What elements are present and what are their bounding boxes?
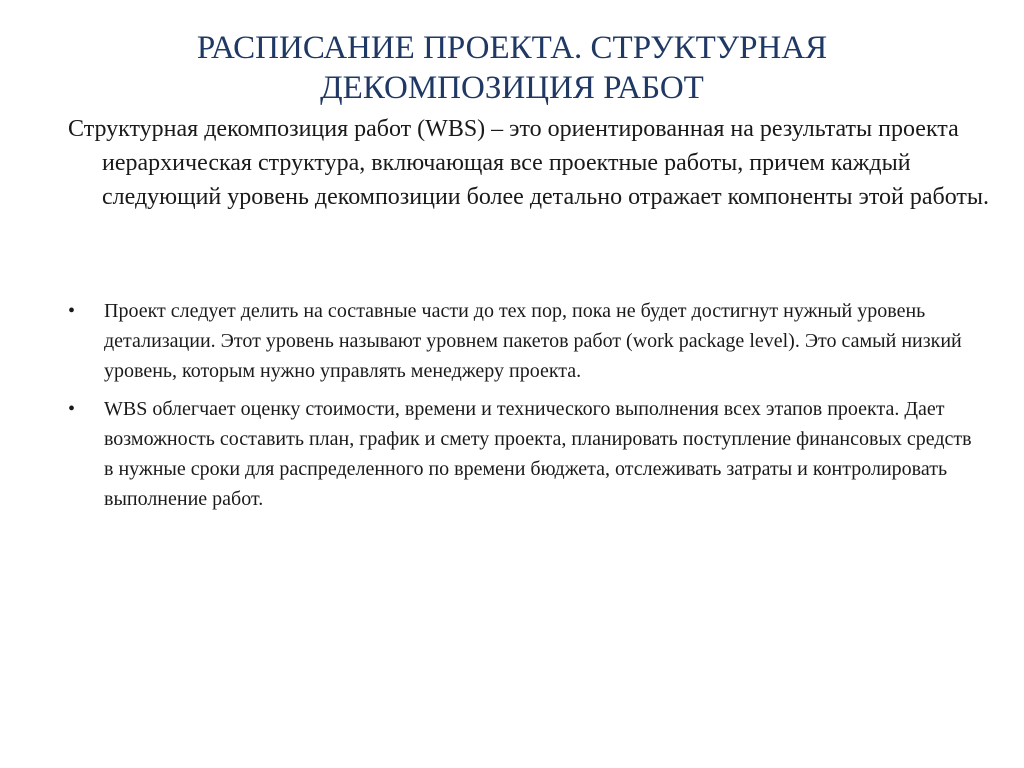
bullet-text-1: Проект следует делить на составные части до тех пор, пока не будет достигнут нужный уровень детализации. Этот уровень называют уровнем пакетов работ (work package level). Это самый низкий уровень, которым нужно управлять менеджеру проекта. <box>104 300 962 382</box>
bullet-marker-2: • <box>68 398 76 420</box>
title-line-2: ДЕКОМПОЗИЦИЯ РАБОТ <box>320 70 704 106</box>
intro-paragraph: Структурная декомпозиция работ (WBS) – это ориентированная на результаты проекта иерархическая структура, включающая все проектные работы, причем каждый следующий уровень декомпозиции более детально отражает компоненты этой работы. <box>68 116 990 210</box>
bullet-item-2 <box>60 394 980 514</box>
slide-title <box>60 28 964 108</box>
bullet-text-2: WBS облегчает оценку стоимости, времени и технического выполнения всех этапов проекта. Дает возможность составить план, график и смету проекта, планировать поступление финансовых средств в нужные сроки для распределенного по времени бюджета, отслеживать затраты и контролировать выполнение работ. <box>104 398 972 510</box>
bullet-item-1 <box>60 296 980 386</box>
bullet-marker-1: • <box>68 300 76 322</box>
bullet-list <box>60 296 980 522</box>
title-line-1: РАСПИСАНИЕ ПРОЕКТА. СТРУКТУРНАЯ <box>196 30 828 66</box>
